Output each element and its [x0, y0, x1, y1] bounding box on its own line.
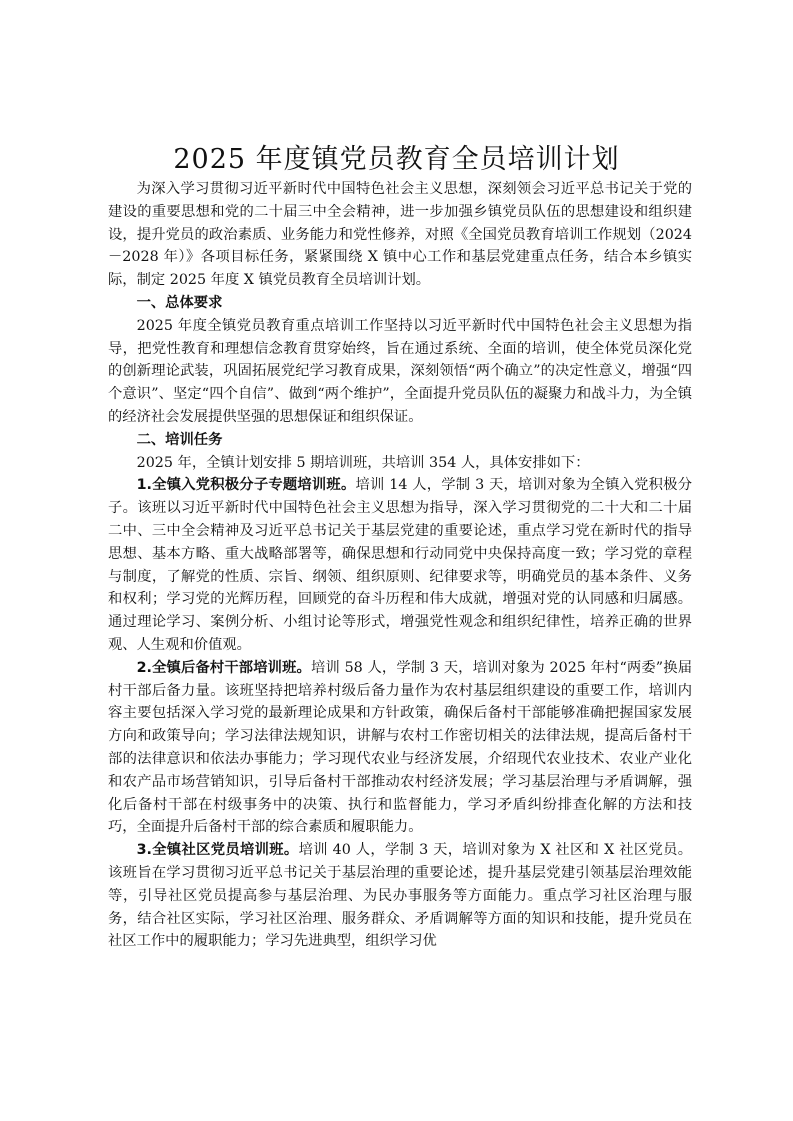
task-item-text: 培训 40 人，学制 3 天，培训对象为 X 社区和 X 社区党员。该班旨在学习贯彻习近平总书记关于基层治理的重要论述，提升基层党建引领基层治理效能等，引导社区党员提高参与基层治理、为民办事服务等方面能力。重点学习社区治理与服务，结合社区实际，学习社区治理、服务群众、矛盾调解等方面的知识和技能，提升党员在社区工作中的履职能力；学习先进典型，组织学习优	[108, 842, 692, 950]
task-item-lead: 2.全镇后备村干部培训班。	[136, 659, 311, 676]
document-title: 2025 年度镇党员教育全员培训计划	[173, 144, 620, 175]
task-item	[108, 474, 692, 656]
task-item-lead: 1.全镇入党积极分子专题培训班。	[136, 477, 356, 494]
section-paragraph-general: 2025 年度全镇党员教育重点培训工作坚持以习近平新时代中国特色社会主义思想为指导，把党性教育和理想信念教育贯穿始终，旨在通过系统、全面的培训，使全体党员深化党的创新理论武装，巩固拓展党纪学习教育成果，深刻领悟“两个确立”的决定性意义，增强“四个意识”、坚定“四个自信”、做到“两个维护”，全面提升党员队伍的凝聚力和战斗力，为全镇的经济社会发展提供坚强的思想保证和组织保证。	[108, 317, 692, 425]
task-item-text: 培训 58 人，学制 3 天，培训对象为 2025 年村“两委”换届村干部后备力量。该班坚持把培养村级后备力量作为农村基层组织建设的重要工作，培训内容主要包括深入学习党的最新理论成果和方针政策，确保后备村干部能够准确把握国家发展方向和政策导向；学习法律法规知识，讲解与农村工作密切相关的法律法规，提高后备村干部的法律意识和依法办事能力；学习现代农业与经济发展，介绍现代农业技术、农业产业化和农产品市场营销知识，引导后备村干部推动农村经济发展；学习基层治理与矛盾调解，强化后备村干部在村级事务中的决策、执行和监督能力，学习矛盾纠纷排查化解的方法和技巧，全面提升后备村干部的综合素质和履职能力。	[108, 659, 692, 836]
task-item	[108, 657, 692, 839]
task-item-lead: 3.全镇社区党员培训班。	[136, 842, 299, 859]
tasks-summary: 2025 年，全镇计划安排 5 期培训班，共培训 354 人，具体安排如下：	[136, 454, 590, 471]
task-item-text: 培训 14 人，学制 3 天，培训对象为全镇入党积极分子。该班以习近平新时代中国特色社会主义思想为指导，深入学习贯彻党的二十大和二十届二中、三中全会精神及习近平总书记关于基层党建的重要论述，重点学习党在新时代的指导思想、基本方略、重大战略部署等，确保思想和行动同党中央保持高度一致；学习党的章程与制度，了解党的性质、宗旨、纲领、组织原则、纪律要求等，明确党员的基本条件、义务和权利；学习党的光辉历程，回顾党的奋斗历程和伟大成就，增强对党的认同感和归属感。通过理论学习、案例分析、小组讨论等形式，增强党性观念和组织纪律性，培养正确的世界观、人生观和价值观。	[108, 477, 692, 653]
section-heading-tasks: 二、培训任务	[136, 431, 223, 448]
document-body	[108, 178, 692, 953]
section-heading-general: 一、总体要求	[136, 294, 223, 311]
task-item	[108, 839, 692, 953]
intro-paragraph: 为深入学习贯彻习近平新时代中国特色社会主义思想，深刻领会习近平总书记关于党的建设的重要思想和党的二十届三中全会精神，进一步加强乡镇党员队伍的思想建设和组织建设，提升党员的政治素质、业务能力和党性修养，对照《全国党员教育培训工作规划（2024－2028 年）》各项目标任务，紧紧围绕 X 镇中心工作和基层党建重点任务，结合本乡镇实际，制定 2025 年度 X 镇党员教育全员培训计划。	[108, 181, 692, 289]
